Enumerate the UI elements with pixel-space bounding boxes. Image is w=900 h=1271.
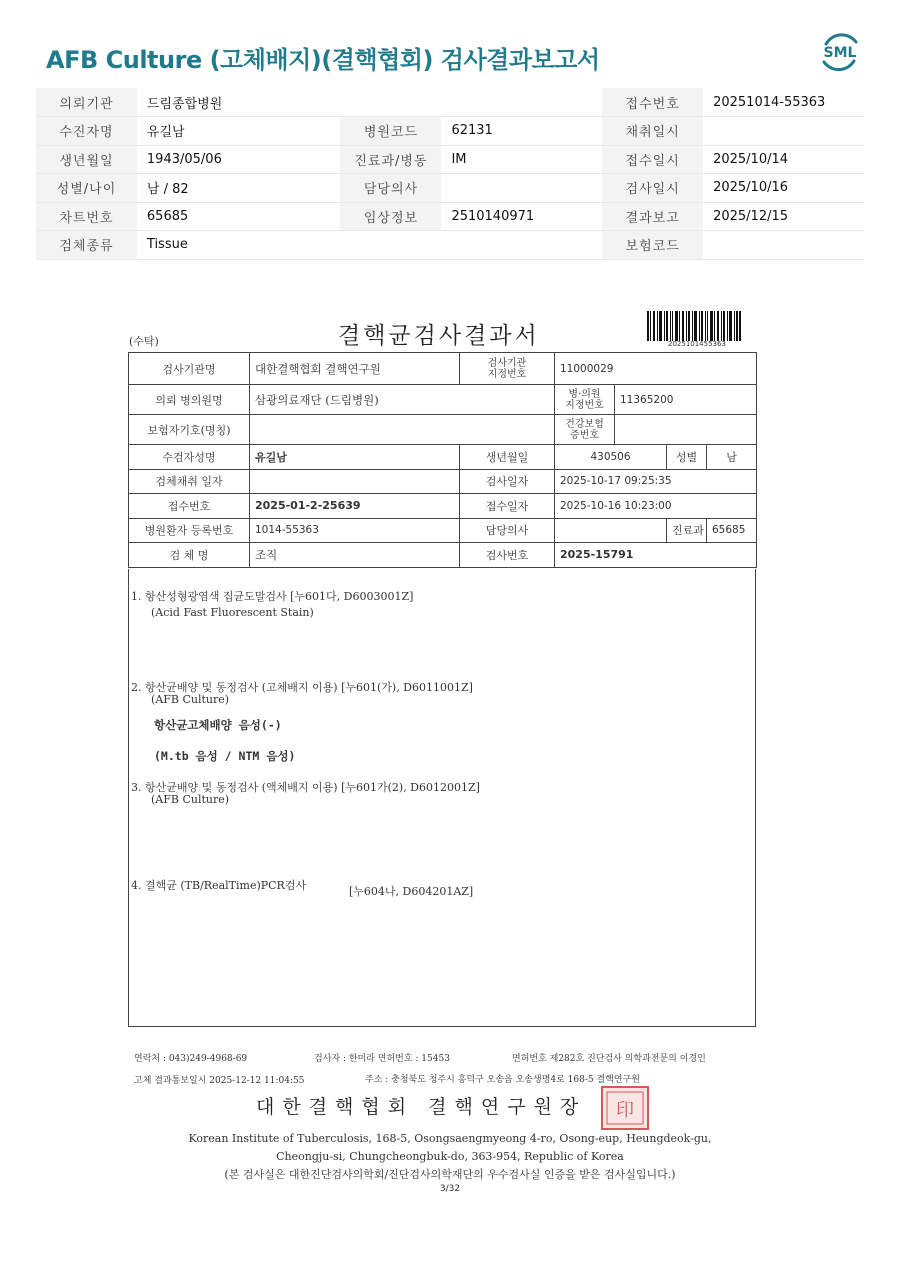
grid-row bbox=[129, 518, 757, 543]
test-item-4: 4. 결핵균 (TB/RealTime)PCR검사 bbox=[131, 879, 307, 892]
test-item-1: 1. 항산성형광염색 집균도말검사 [누601다, D6003001Z] bbox=[131, 590, 414, 603]
info-value: 20251014-55363 bbox=[703, 88, 864, 117]
info-value: 1943/05/06 bbox=[137, 145, 341, 174]
info-key: 의뢰기관 bbox=[36, 88, 137, 117]
receipt-label: 접수번호 bbox=[129, 494, 250, 519]
registration-label: 병원환자 등록번호 bbox=[129, 518, 250, 543]
test-item-1-en: (Acid Fast Fluorescent Stain) bbox=[151, 606, 314, 619]
report-grid bbox=[128, 352, 757, 568]
lab-code-label bbox=[460, 353, 555, 385]
info-value: 62131 bbox=[441, 117, 602, 146]
health-card bbox=[615, 415, 757, 445]
hospital-label: 의뢰 병의원명 bbox=[129, 385, 250, 415]
sex-label: 성별 bbox=[667, 445, 707, 470]
test-number-label: 검사번호 bbox=[460, 543, 555, 568]
test-item-2-en: (AFB Culture) bbox=[151, 693, 230, 706]
info-value: 드림종합병원 bbox=[137, 88, 341, 117]
health-card-label-1: 건강보험 bbox=[565, 418, 604, 430]
grid-row bbox=[129, 494, 757, 519]
test-date-label: 검사일자 bbox=[460, 469, 555, 494]
info-row bbox=[36, 231, 864, 260]
collect-date bbox=[250, 469, 460, 494]
grid-row bbox=[129, 543, 757, 568]
info-key: 접수번호 bbox=[602, 88, 703, 117]
insurer bbox=[250, 415, 555, 445]
info-row bbox=[36, 117, 864, 146]
test-number: 2025-15791 bbox=[555, 543, 757, 568]
consignment-label: (수탁) bbox=[129, 335, 159, 348]
address-en-line2: Cheongju-si, Chungcheongbuk-do, 363-954, Republic of Korea bbox=[276, 1150, 624, 1163]
page-number: 3/32 bbox=[439, 1184, 461, 1194]
seal-text: 印 bbox=[616, 1100, 634, 1121]
dept-label: 진료과 bbox=[667, 518, 707, 543]
info-value bbox=[441, 231, 602, 260]
info-key: 검사일시 bbox=[602, 174, 703, 203]
footer-phone: 연락처 : 043)249-4968-69 bbox=[134, 1054, 248, 1064]
lab-code-label-2: 지정번호 bbox=[487, 368, 527, 380]
info-key: 채취일시 bbox=[602, 117, 703, 146]
specimen-label: 검 체 명 bbox=[129, 543, 250, 568]
health-card-label bbox=[555, 415, 615, 445]
doctor-label: 담당의사 bbox=[460, 518, 555, 543]
info-key: 검체종류 bbox=[36, 231, 137, 260]
info-row bbox=[36, 145, 864, 174]
official-seal-icon bbox=[600, 1085, 650, 1131]
certification-note: (본 검사실은 대한진단검사의학회/진단검사의학재단의 우수검사실 인증을 받은 검사실입니다.) bbox=[224, 1168, 676, 1181]
info-key: 보험코드 bbox=[602, 231, 703, 260]
health-card-label-2: 증번호 bbox=[570, 429, 599, 441]
insurer-label: 보험자기호(명칭) bbox=[129, 415, 250, 445]
grid-row bbox=[129, 353, 757, 385]
sml-logo-icon bbox=[818, 30, 862, 74]
info-value: 2025/10/16 bbox=[703, 174, 864, 203]
grid-row bbox=[129, 445, 757, 470]
barcode-icon bbox=[647, 311, 741, 341]
test-date: 2025-10-17 09:25:35 bbox=[555, 469, 757, 494]
info-key: 담당의사 bbox=[340, 174, 441, 203]
logo-text: SML bbox=[823, 45, 857, 61]
info-key: 성별/나이 bbox=[36, 174, 137, 203]
footer-inspector: 검사자 : 한미라 면허번호 : 15453 bbox=[314, 1054, 450, 1064]
institution-name: 대한결핵협회 결핵연구원장 bbox=[256, 1096, 587, 1118]
info-key: 임상정보 bbox=[340, 202, 441, 231]
info-key bbox=[340, 231, 441, 260]
dob: 430506 bbox=[555, 445, 667, 470]
grid-row bbox=[129, 469, 757, 494]
patient-info-table bbox=[36, 88, 864, 260]
result-body bbox=[128, 569, 756, 1027]
dob-label: 생년월일 bbox=[460, 445, 555, 470]
receipt-date: 2025-10-16 10:23:00 bbox=[555, 494, 757, 519]
test-item-2: 2. 항산균배양 및 동정검사 (고체배지 이용) [누601(가), D6011001Z] bbox=[131, 681, 473, 694]
dept: 65685 bbox=[707, 518, 757, 543]
specimen: 조직 bbox=[250, 543, 460, 568]
info-value: 유길남 bbox=[137, 117, 341, 146]
info-row bbox=[36, 88, 864, 117]
grid-row bbox=[129, 415, 757, 445]
info-key: 생년월일 bbox=[36, 145, 137, 174]
info-row bbox=[36, 174, 864, 203]
result-detail: (M.tb 음성 / NTM 음성) bbox=[154, 749, 296, 763]
info-key: 수진자명 bbox=[36, 117, 137, 146]
scan-title: 결핵균검사결과서 bbox=[338, 323, 540, 349]
info-value: 2510140971 bbox=[441, 202, 602, 231]
hospital-code: 11365200 bbox=[615, 385, 757, 415]
info-key: 결과보고 bbox=[602, 202, 703, 231]
scanned-report bbox=[0, 300, 900, 1230]
lab-code-label-1: 검사기관 bbox=[487, 357, 527, 369]
receipt-date-label: 접수일자 bbox=[460, 494, 555, 519]
info-key: 차트번호 bbox=[36, 202, 137, 231]
hospital: 삼광의료재단 (드림병원) bbox=[250, 385, 555, 415]
info-key: 접수일시 bbox=[602, 145, 703, 174]
info-key bbox=[340, 88, 441, 117]
info-value bbox=[703, 231, 864, 260]
grid-row bbox=[129, 385, 757, 415]
info-value: 65685 bbox=[137, 202, 341, 231]
lab-code: 11000029 bbox=[555, 353, 757, 385]
info-value: 2025/10/14 bbox=[703, 145, 864, 174]
info-key: 진료과/병동 bbox=[340, 145, 441, 174]
info-value: Tissue bbox=[137, 231, 341, 260]
info-value bbox=[441, 174, 602, 203]
footer-report-date: 고체 결과통보일시 2025-12-12 11:04:55 bbox=[134, 1076, 305, 1086]
receipt-number: 2025-01-2-25639 bbox=[250, 494, 460, 519]
footer-license: 면허번호 제282호 진단검사 의학과전문의 이경인 bbox=[512, 1054, 706, 1064]
hospital-code-label-2: 지정번호 bbox=[565, 399, 604, 411]
test-item-4-code: [누604나, D604201AZ] bbox=[349, 885, 474, 898]
collect-label: 검체채취 일자 bbox=[129, 469, 250, 494]
lab-name-label: 검사기관명 bbox=[129, 353, 250, 385]
hospital-code-label bbox=[555, 385, 615, 415]
patient-label: 수검자성명 bbox=[129, 445, 250, 470]
info-value: 남 / 82 bbox=[137, 174, 341, 203]
patient-name: 유길남 bbox=[250, 445, 460, 470]
info-value bbox=[441, 88, 602, 117]
doctor bbox=[555, 518, 667, 543]
lab-name: 대한결핵협회 결핵연구원 bbox=[250, 353, 460, 385]
address-en-line1: Korean Institute of Tuberculosis, 168-5, Osongsaengmyeong 4-ro, Osong-eup, Heungdeok-gu, bbox=[188, 1132, 712, 1145]
hospital-code-label-1: 병·의원 bbox=[568, 388, 601, 400]
report-title: AFB Culture (고체배지)(결핵협회) 검사결과보고서 bbox=[46, 46, 600, 74]
info-row bbox=[36, 202, 864, 231]
result-culture: 항산균고체배양 음성(-) bbox=[154, 718, 282, 732]
info-value: IM bbox=[441, 145, 602, 174]
info-value bbox=[703, 117, 864, 146]
footer-address-kr: 주소 : 충청북도 청주시 흥덕구 오송읍 오송생명4로 168-5 결핵연구원 bbox=[365, 1075, 640, 1085]
registration-number: 1014-55363 bbox=[250, 518, 460, 543]
info-key: 병원코드 bbox=[340, 117, 441, 146]
test-item-3-en: (AFB Culture) bbox=[151, 793, 230, 806]
sex: 남 bbox=[707, 445, 757, 470]
test-item-3: 3. 항산균배양 및 동정검사 (액체배지 이용) [누601가(2), D6012001Z] bbox=[131, 781, 480, 794]
info-value: 2025/12/15 bbox=[703, 202, 864, 231]
barcode-number: 2025101455363 bbox=[668, 340, 726, 348]
